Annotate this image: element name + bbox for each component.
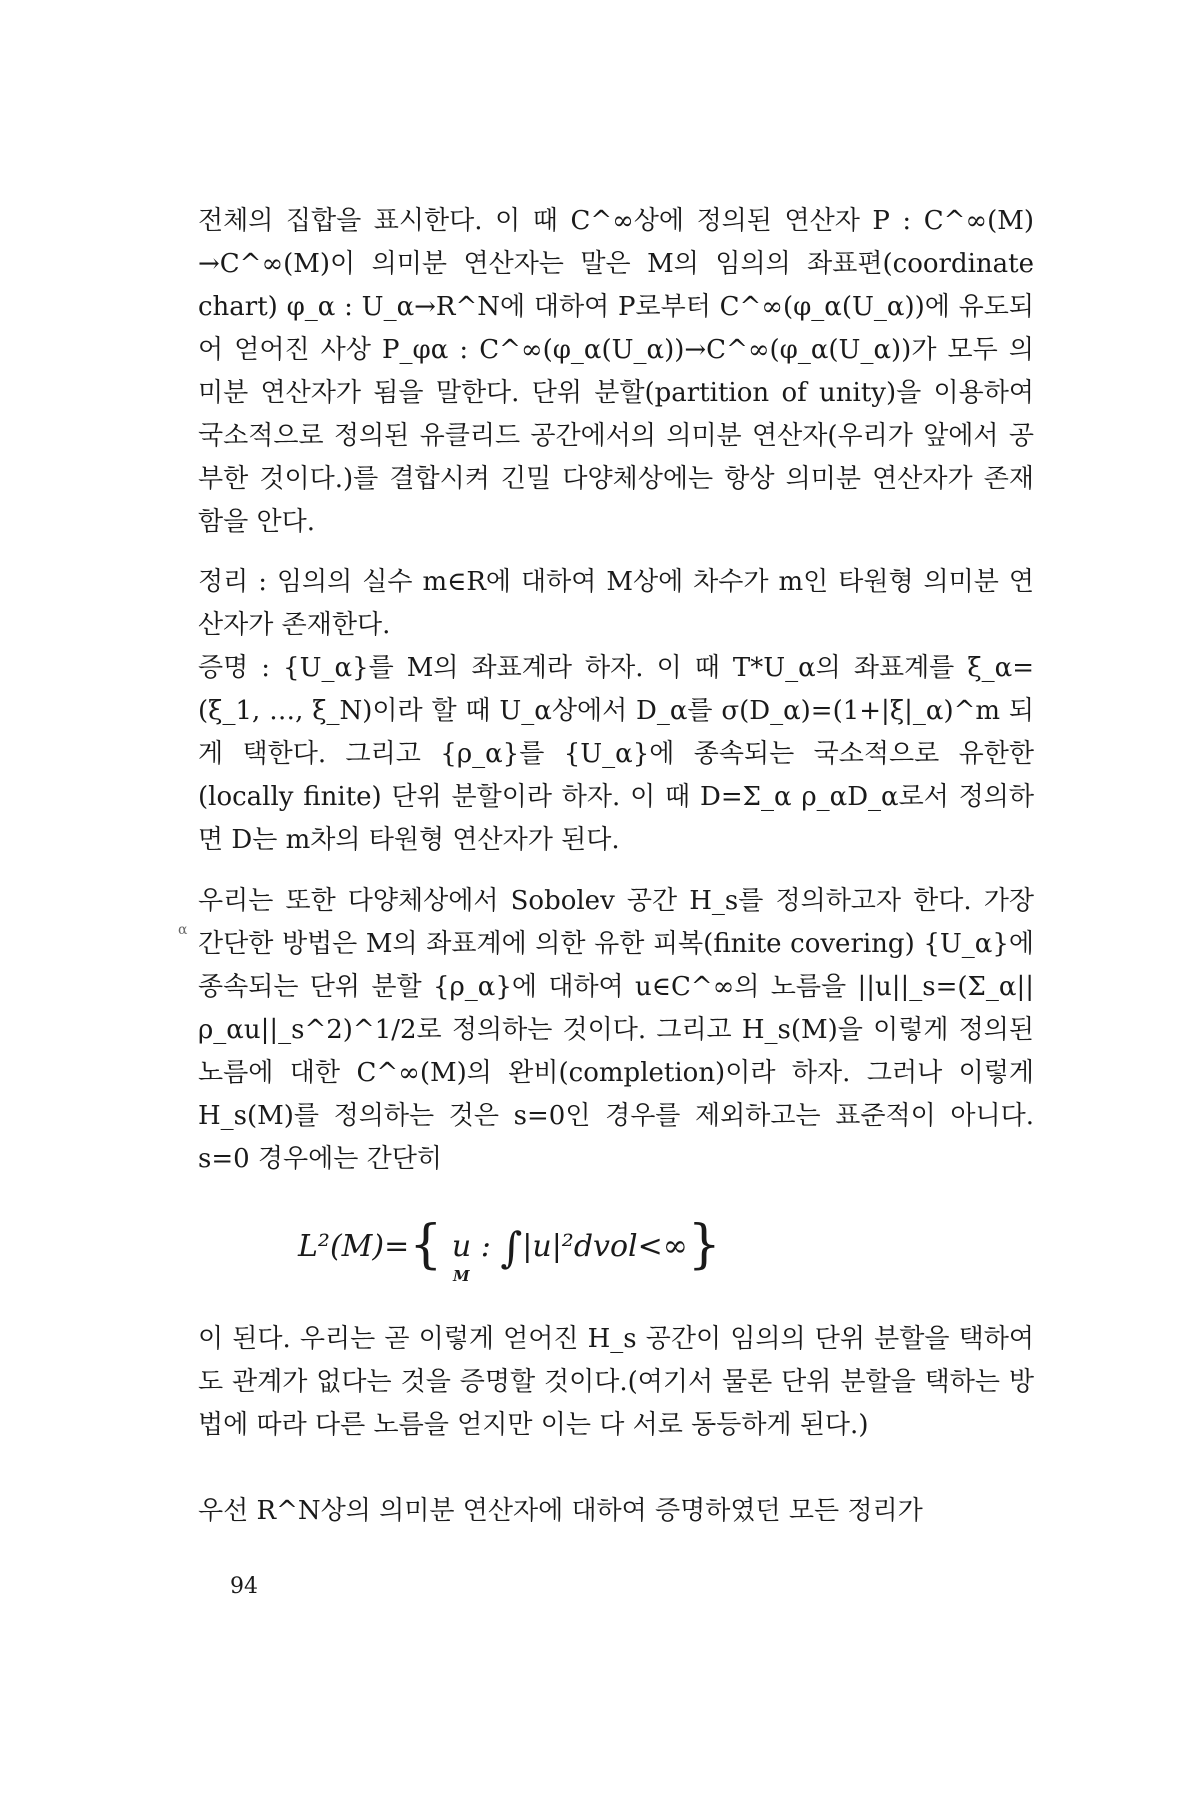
paragraph-manifold-operators: 전체의 집합을 표시한다. 이 때 C^∞상에 정의된 연산자 P : C^∞(M) →C^∞(M)이 의미분 연산자는 말은 M의 임의의 좌표편(coordinate chart) φ_α : U_α→R^N에 대하여 P로부터 C^∞(φ_α(U_α))에 유도되어 얻어진 사상 P_φα : C^∞(φ_α(U_α))→C^∞(φ_α(U_α))가 모두 의미분 연산자가 됨을 말한다. 단위 분할(partition of unity)을 이용하여 국소적으로 정의된 유클리드 공간에서의 의미분 연산자(우리가 앞에서 공부한 것이다.)를 결합시켜 긴밀 다양체상에는 항상 의미분 연산자가 존재함을 안다. (198, 206, 1034, 537)
formula-integrand: |u|²dvol<∞ (522, 1229, 688, 1264)
paragraph-independence: 이 된다. 우리는 곧 이렇게 얻어진 H_s 공간이 임의의 단위 분할을 택하여도 관계가 없다는 것을 증명할 것이다.(여기서 물론 단위 분할을 택하는 방법에 따라 다른 노름을 얻지만 이는 다 서로 동등하게 된다.) (198, 1324, 1034, 1440)
paragraph-sobolev-space: 우리는 또한 다양체상에서 Sobolev 공간 H_s를 정의하고자 한다. 가장 간단한 방법은 M의 좌표계에 의한 유한 피복(finite covering) {U_α}에 종속되는 단위 분할 {ρ_α}에 대하여 u∈C^∞의 노름을 ||u||_s=(Σ_α||ρ_αu||_s^2)^1/2로 정의하는 것이다. 그리고 H_s(M)을 이렇게 정의된 노름에 대한 C^∞(M)의 완비(completion)이라 하자. 그러나 이렇게 H_s(M)를 정의하는 것은 s=0인 경우를 제외하고는 표준적이 아니다. s=0 경우에는 간단히 (198, 886, 1034, 1174)
l2-formula (298, 1215, 721, 1285)
formula-lhs: L²(M)= (298, 1229, 410, 1264)
formula-variable: u : (451, 1229, 491, 1264)
paragraph-theorem: 정리 : 임의의 실수 m∈R에 대하여 M상에 차수가 m인 타원형 의미분 연산자가 존재한다. (198, 567, 1034, 640)
formula-close-brace: } (687, 1215, 721, 1275)
paragraph-proof: 증명 : {U_α}를 M의 좌표계라 하자. 이 때 T*U_α의 좌표계를 ξ_α=(ξ_1, …, ξ_N)이라 할 때 U_α상에서 D_α를 σ(D_α)=(1+|ξ|_α)^m 되게 택한다. 그리고 {ρ_α}를 {U_α}에 종속되는 국소적으로 유한한(locally finite) 단위 분할이라 하자. 이 때 D=Σ_α ρ_αD_α로서 정의하면 D는 m차의 타원형 연산자가 된다. (198, 653, 1034, 855)
integral-subscript: M (453, 1267, 470, 1285)
integral-sign: ∫ (500, 1223, 523, 1272)
page-number: 94 (230, 1574, 258, 1599)
margin-mark: α (178, 922, 188, 938)
paragraph-next: 우선 R^N상의 의미분 연산자에 대하여 증명하였던 모든 정리가 (198, 1496, 923, 1526)
formula-open-brace: { (409, 1215, 443, 1275)
